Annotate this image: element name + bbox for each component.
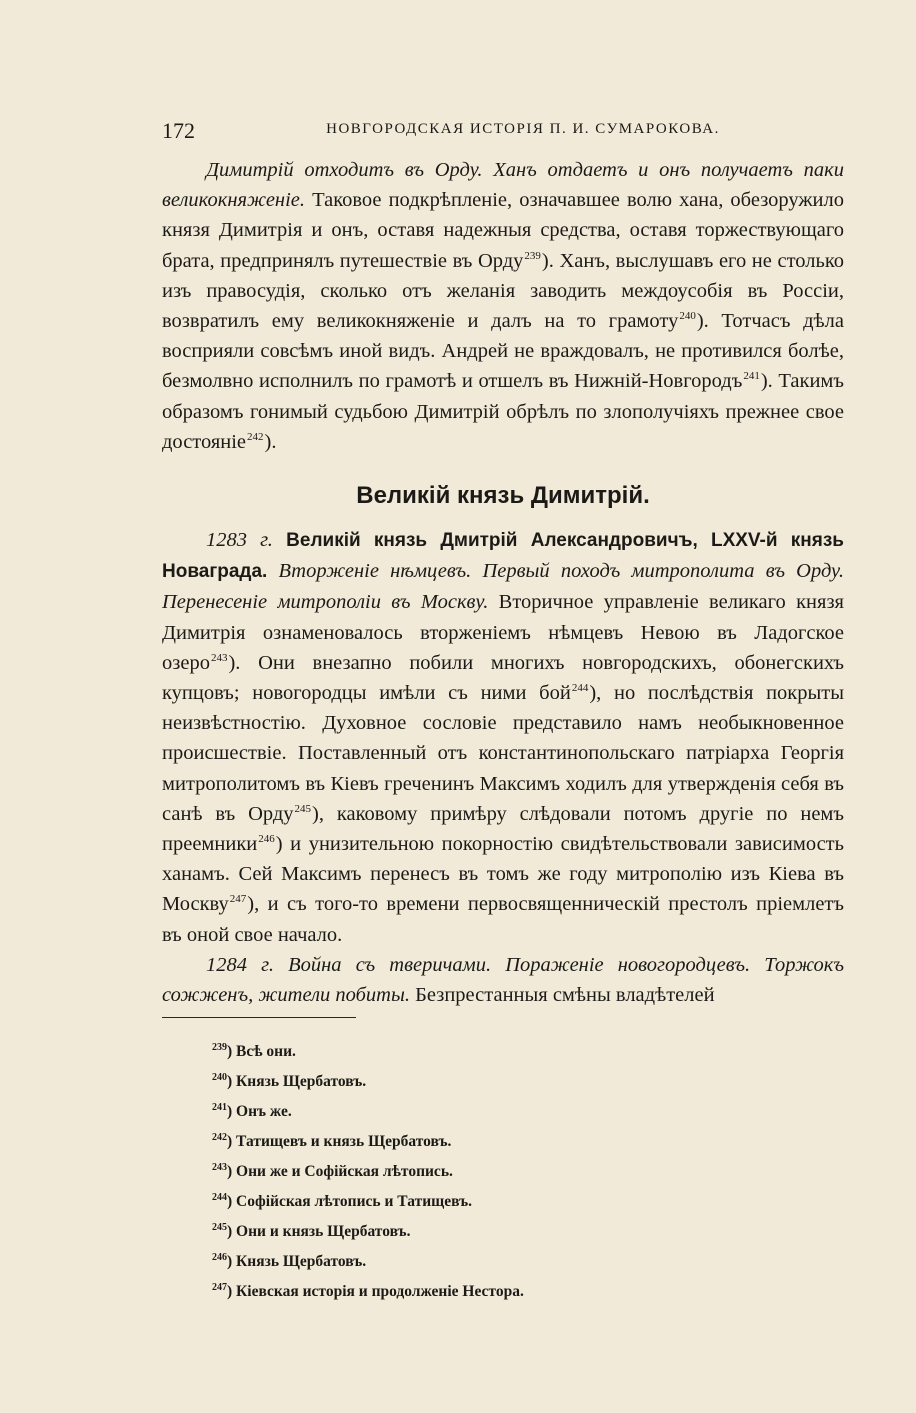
footnote-243 (212, 1155, 832, 1185)
footnote-244 (212, 1185, 832, 1215)
footnote-246 (212, 1245, 832, 1275)
section-title: Великій князь Димитрій. (356, 482, 650, 510)
paragraph-1-text-b: ). Ханъ, выслушавъ его не столько изъ правосудія, сколько отъ желанія заводить междоусобія въ Россіи, возвратилъ ему великокняженіе и далъ на то грамоту (162, 249, 844, 333)
paragraph-1-summary: Димитрій отходитъ въ Орду. Ханъ отдаетъ и онъ получаетъ паки великокняженіе. (162, 159, 844, 212)
paragraph-2-year: 1283 г. (206, 529, 273, 552)
footnote-text: ) Татищевъ и князь Щербатовъ. (227, 1133, 452, 1150)
footnote-ref-241[interactable]: 241 (743, 370, 760, 383)
footnote-number: 239 (212, 1042, 227, 1053)
footnote-text: ) Онъ же. (227, 1103, 292, 1120)
footnote-ref-247[interactable]: 247 (229, 893, 247, 906)
footnote-ref-242[interactable]: 242 (247, 430, 264, 443)
footnote-240 (212, 1065, 832, 1095)
footnote-number: 240 (212, 1072, 227, 1083)
paragraph-2-text-c: ), но послѣдствія покрыты неизвѣстностію. Духовное сословіе представило намъ необыкновенное происшествіе. Поставленный отъ константинопольскаго патріарха Георгія митрополитомъ въ Кіевъ греченинъ Максимъ ходилъ для утвержденія себя въ санѣ въ Орду (162, 682, 845, 825)
page-number: 172 (162, 118, 195, 143)
footnote-ref-245[interactable]: 245 (294, 802, 312, 815)
paragraph-2 (162, 525, 844, 950)
footnote-number: 244 (212, 1192, 227, 1203)
paragraph-3 (162, 950, 844, 1010)
footnote-number: 242 (212, 1132, 227, 1143)
paragraph-3-summary: Война съ тверичами. Пораженіе новогородцевъ. Торжокъ сожженъ, жители побиты. (162, 953, 844, 1007)
footnote-text: ) Князь Щербатовъ. (227, 1253, 367, 1270)
footnote-text: ) Князь Щербатовъ. (227, 1073, 367, 1090)
footnote-245 (212, 1215, 832, 1245)
footnotes (212, 1035, 832, 1305)
footnote-number: 247 (212, 1282, 227, 1293)
paragraph-2-text-b: ). Они внезапно побили многихъ новгородскихъ, обонегскихъ купцовъ; новогородцы имѣли съ ними бой (162, 651, 844, 705)
footnote-divider (162, 1017, 356, 1018)
paragraph-1-text-a: Таковое подкрѣпленіе, означавшее волю хана, обезоружило князя Димитрія и онъ, оставя надежныя средства, оставя торжествующаго брата, предпринялъ путешествіе въ Орду (162, 189, 844, 272)
footnote-ref-246[interactable]: 246 (258, 833, 275, 846)
paragraph-3-text-a: Безпрестанныя смѣны владѣтелей (409, 984, 715, 1007)
footnote-text: ) Они и князь Щербатовъ. (227, 1223, 411, 1240)
paragraph-1 (162, 155, 844, 457)
paragraph-2-text-f: ), и съ того-то времени первосвященническій престолъ пріемлетъ въ оной свое начало. (162, 893, 844, 946)
footnote-text: ) Кіевская исторія и продолженіе Нестора. (227, 1283, 524, 1300)
paragraph-1-text-c: ). Тотчасъ дѣла восприяли совсѣмъ иной видъ. Андрей не враждовалъ, не противился болѣе, безмолвно исполнилъ по грамотѣ и отшелъ въ Нижній-Новгородъ (162, 310, 844, 393)
footnote-ref-239[interactable]: 239 (524, 249, 541, 262)
paragraph-2-text-e: ) и унизительною покорностію свидѣтельствовали зависимость ханамъ. Сей Максимъ перенесъ въ томъ же году митрополію изъ Кіева въ Москву (162, 833, 844, 916)
footnote-247 (212, 1275, 832, 1305)
footnote-242 (212, 1125, 832, 1155)
page-header (162, 118, 844, 144)
footnote-text: ) Софійская лѣтопись и Татищевъ. (227, 1193, 473, 1210)
paragraph-2-summary: Вторженіе нѣмцевъ. Первый походъ митрополита въ Орду. Перенесеніе митрополіи въ Москву. (162, 560, 844, 614)
footnote-number: 245 (212, 1222, 227, 1233)
body-text (162, 155, 844, 1010)
paragraph-3-year: 1284 г. (206, 953, 274, 976)
running-title: НОВГОРОДСКАЯ ИСТОРІЯ П. И. СУМАРОКОВА. (326, 121, 720, 137)
footnote-ref-244[interactable]: 244 (571, 682, 589, 695)
footnote-text: ) Они же и Софійская лѣтопись. (227, 1163, 453, 1180)
footnote-239 (212, 1035, 832, 1065)
paragraph-1-text-e: ). (264, 430, 277, 453)
footnote-number: 241 (212, 1102, 227, 1113)
footnote-ref-243[interactable]: 243 (210, 651, 228, 664)
footnote-number: 243 (212, 1162, 227, 1173)
footnote-241 (212, 1095, 832, 1125)
paragraph-2-text-d: ), каковому примѣру слѣдовали потомъ другіе по немъ преемники (162, 802, 844, 856)
footnote-ref-240[interactable]: 240 (679, 310, 696, 323)
paragraph-2-text-a: Вторичное управленіе великаго князя Димитрія ознаменовалось вторженіемъ нѣмцевъ Невою въ Ладогское озеро (162, 591, 844, 674)
paragraph-1-text-d: ). Такимъ образомъ гонимый судьбою Димитрій обрѣлъ по злополучіяхъ прежнее свое достояніе (162, 370, 844, 453)
footnote-text: ) Всѣ они. (227, 1043, 296, 1060)
footnote-number: 246 (212, 1252, 227, 1263)
paragraph-2-heading: Великій князь Дмитрій Александровичъ, LXXV-й князь Новаграда. (162, 530, 844, 583)
